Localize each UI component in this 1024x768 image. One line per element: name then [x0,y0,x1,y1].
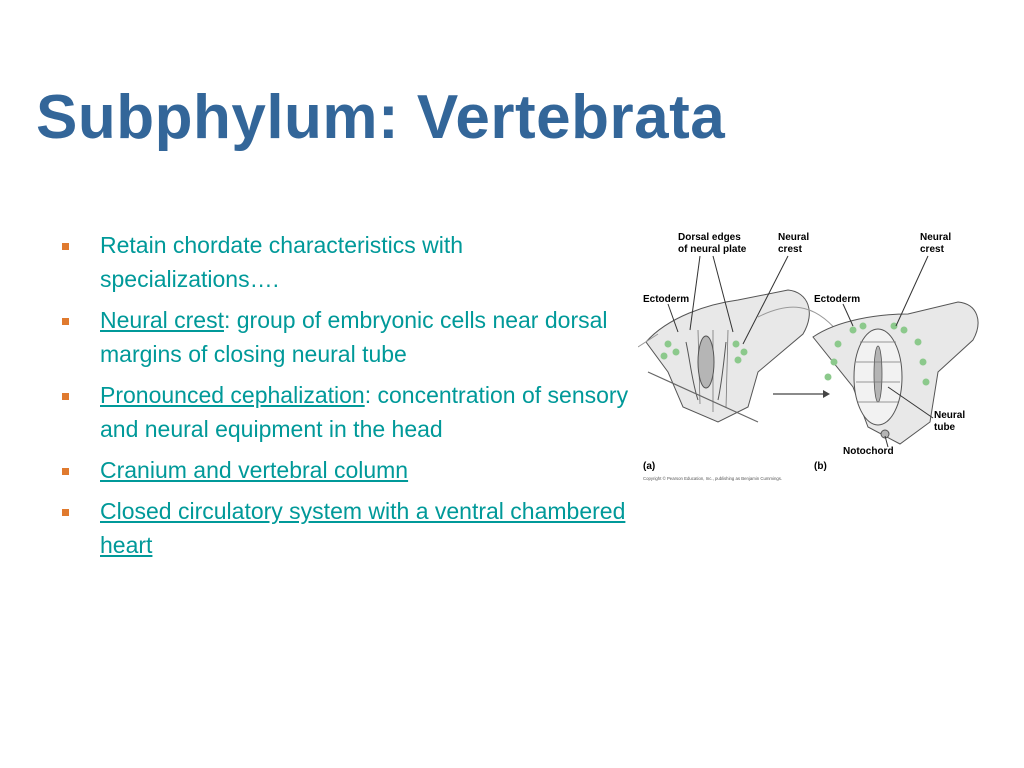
label-neural-crest-a: Neural [778,232,810,243]
label-neural-crest-a-line2: crest [778,244,802,255]
copyright-notice: Copyright © Pearson Education, Inc., publishing as Benjamin Cummings. [643,476,783,481]
bullet-list [62,228,632,569]
bullet-item [62,494,632,562]
arrow-icon [773,390,830,398]
slide-title: Subphylum: Vertebrata [36,83,726,152]
label-notochord: Notochord [843,446,894,457]
label-dorsal-edges-line2: of neural plate [678,244,747,255]
bullet-item [62,453,632,487]
bullet-item [62,378,632,446]
label-neural-tube-line2: tube [934,422,956,433]
label-neural-crest-b: Neural [920,232,952,243]
bullet-marker-icon [62,243,69,250]
bullet-marker-icon [62,509,69,516]
neural-tube-diagram [638,222,988,487]
cranium-link[interactable]: Cranium and vertebral column [100,457,409,483]
label-ectoderm-a: Ectoderm [643,294,690,305]
circulatory-link[interactable]: Closed circulatory system with a ventral chambered heart [100,498,626,558]
bullet-marker-icon [62,318,69,325]
bullet-marker-icon [62,393,69,400]
panel-label-b: (b) [814,461,827,472]
label-neural-crest-b-line2: crest [920,244,944,255]
label-dorsal-edges: Dorsal edges [678,232,741,243]
cephalization-link[interactable]: Pronounced cephalization [100,382,365,408]
bullet-item [62,303,632,371]
diagram-svg [638,222,988,487]
panel-label-a: (a) [643,461,656,472]
bullet-marker-icon [62,468,69,475]
label-neural-tube: Neural [934,410,966,421]
neural-crest-link[interactable]: Neural crest [100,307,224,333]
bullet-text: : group of embryonic cells near dorsal margins of closing neural tube [100,307,608,367]
bullet-text: : concentration of sensory and neural equipment in the head [100,382,629,442]
label-ectoderm-b: Ectoderm [814,294,861,305]
panel-a-tissue [638,290,838,422]
bullet-text: Retain chordate characteristics with specializations…. [100,232,464,292]
bullet-item [62,228,632,296]
